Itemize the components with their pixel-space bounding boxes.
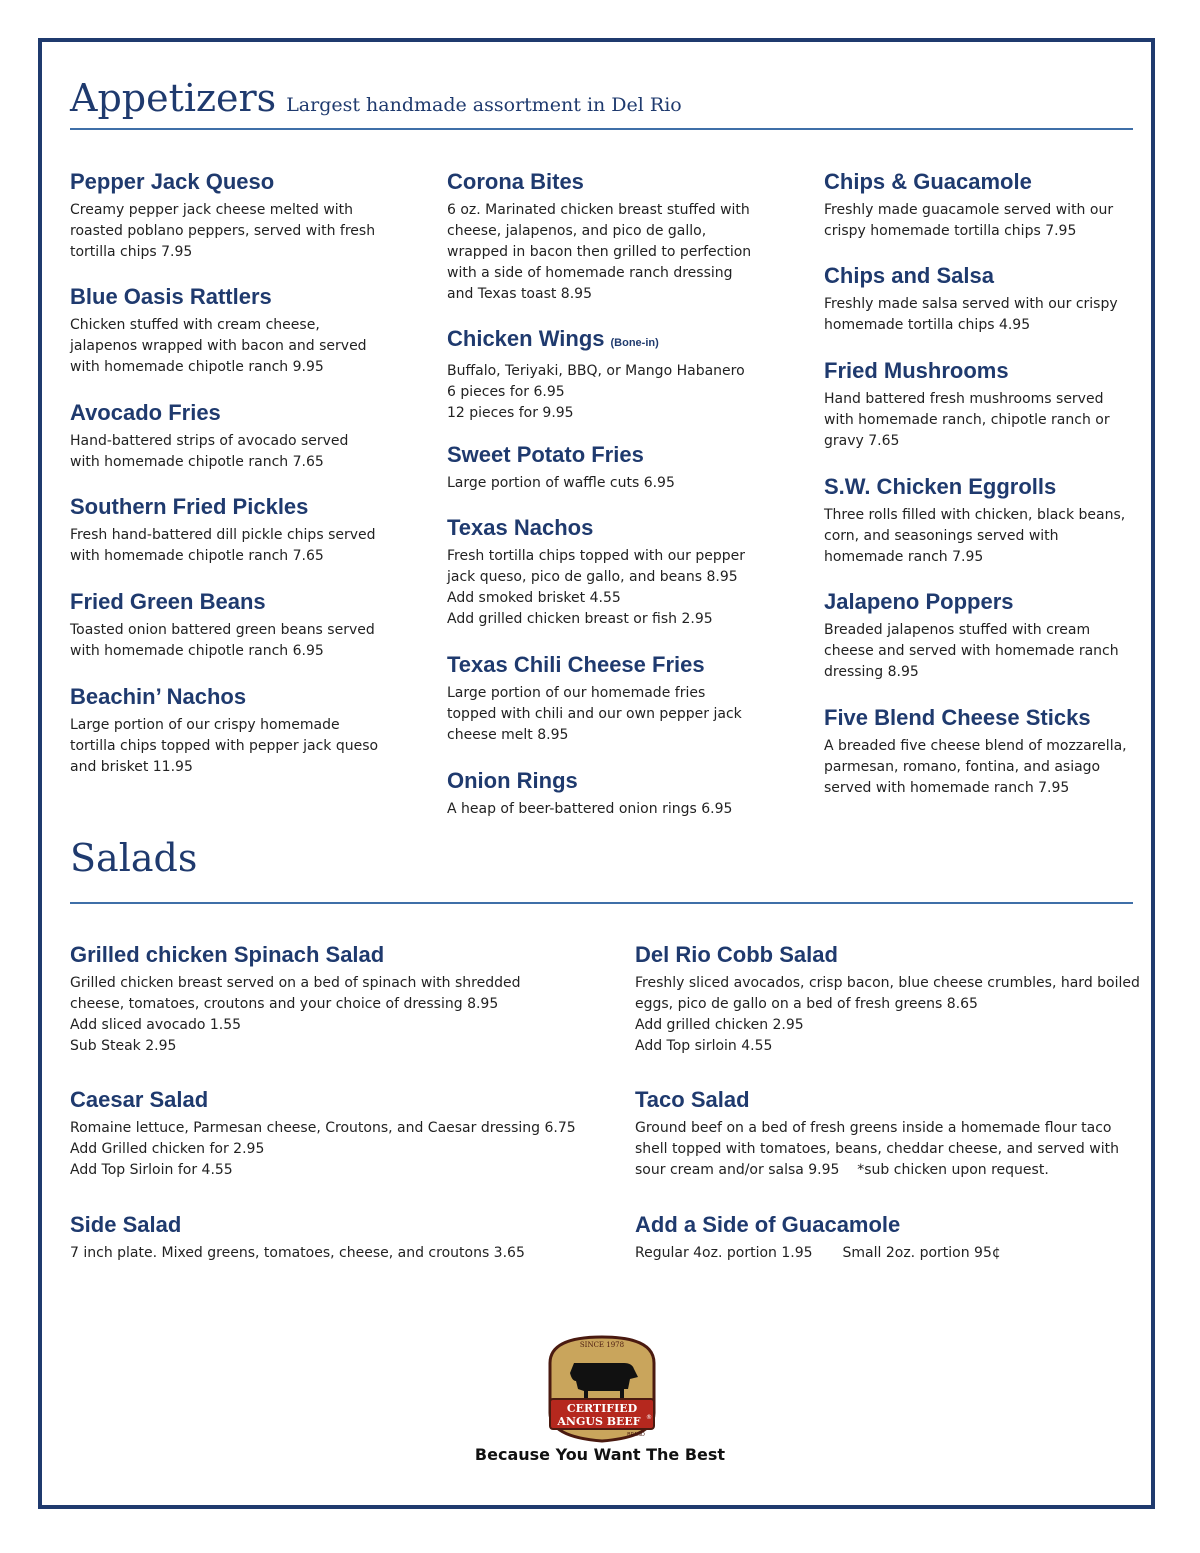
item-description: 7 inch plate. Mixed greens, tomatoes, cheese, and croutons 3.65 bbox=[70, 1245, 525, 1261]
item-name: Pepper Jack Queso bbox=[70, 169, 275, 194]
item-tag: (Bone-in) bbox=[610, 337, 659, 349]
item-name: Texas Chili Cheese Fries bbox=[447, 652, 705, 677]
item-name: Five Blend Cheese Sticks bbox=[824, 705, 1091, 730]
item-name: Blue Oasis Rattlers bbox=[70, 284, 272, 309]
menu-item bbox=[824, 168, 1144, 242]
menu-item bbox=[447, 767, 787, 820]
logo-certified-text: CERTIFIED bbox=[566, 1402, 638, 1415]
menu-item bbox=[447, 651, 787, 746]
item-name: Caesar Salad bbox=[70, 1087, 209, 1112]
item-description: A heap of beer-battered onion rings 6.95 bbox=[447, 801, 733, 817]
menu-item bbox=[70, 588, 410, 662]
menu-item bbox=[635, 941, 1145, 1057]
certified-angus-beef-logo bbox=[544, 1333, 660, 1443]
item-description: Grilled chicken breast served on a bed of spinach with shredded cheese, tomatoes, croutons and your choice of dressing 8.95 Add sliced avocado 1.55 Sub Steak 2.95 bbox=[70, 975, 521, 1054]
item-description: 6 oz. Marinated chicken breast stuffed with cheese, jalapenos, and pico de gallo, wrapped in bacon then grilled to perfection with a side of homemade ranch dressing and Texas toast 8.95 bbox=[447, 202, 752, 302]
appetizers-title: Appetizers bbox=[70, 76, 277, 120]
menu-item bbox=[824, 357, 1144, 452]
menu-item bbox=[70, 283, 410, 378]
item-description: Large portion of our crispy homemade tortilla chips topped with pepper jack queso and brisket 11.95 bbox=[70, 717, 379, 775]
item-description: Regular 4oz. portion 1.95 Small 2oz. portion 95¢ bbox=[635, 1245, 1001, 1261]
item-name: Chips and Salsa bbox=[824, 263, 994, 288]
logo-since-text: SINCE 1978 bbox=[579, 1341, 625, 1349]
item-description: Freshly made guacamole served with our crispy homemade tortilla chips 7.95 bbox=[824, 202, 1114, 239]
salads-title: Salads bbox=[70, 836, 198, 880]
item-name: Avocado Fries bbox=[70, 400, 221, 425]
menu-item bbox=[824, 704, 1144, 799]
menu-item bbox=[447, 514, 787, 630]
menu-item bbox=[824, 262, 1144, 336]
item-name: Taco Salad bbox=[635, 1087, 750, 1112]
menu-item bbox=[635, 1211, 1145, 1264]
menu-item bbox=[447, 168, 787, 305]
menu-item bbox=[824, 473, 1144, 568]
item-description: Large portion of our homemade fries topped with chili and our own pepper jack cheese melt 8.95 bbox=[447, 685, 742, 743]
menu-item bbox=[635, 1086, 1145, 1181]
item-name: Southern Fried Pickles bbox=[70, 494, 309, 519]
menu-item bbox=[447, 325, 787, 424]
item-description: Romaine lettuce, Parmesan cheese, Croutons, and Caesar dressing 6.75 Add Grilled chicken for 2.95 Add Top Sirloin for 4.55 bbox=[70, 1120, 576, 1178]
item-description: Ground beef on a bed of fresh greens inside a homemade flour taco shell topped with tomatoes, beans, cheddar cheese, and served with sour cream and/or salsa 9.95 *sub chicken upon request. bbox=[635, 1120, 1119, 1178]
item-description: Hand-battered strips of avocado served with homemade chipotle ranch 7.65 bbox=[70, 433, 349, 470]
item-description: Creamy pepper jack cheese melted with roasted poblano peppers, served with fresh tortilla chips 7.95 bbox=[70, 202, 376, 260]
item-description: Toasted onion battered green beans served with homemade chipotle ranch 6.95 bbox=[70, 622, 375, 659]
item-description: Hand battered fresh mushrooms served with homemade ranch, chipotle ranch or gravy 7.65 bbox=[824, 391, 1110, 449]
salads-divider bbox=[70, 902, 1133, 904]
item-name: S.W. Chicken Eggrolls bbox=[824, 474, 1057, 499]
logo-brand-text: BRAND bbox=[627, 1432, 645, 1438]
item-description: Large portion of waffle cuts 6.95 bbox=[447, 475, 675, 491]
item-description: Freshly made salsa served with our crispy homemade tortilla chips 4.95 bbox=[824, 296, 1118, 333]
item-name: Add a Side of Guacamole bbox=[635, 1212, 901, 1237]
item-name: Fried Green Beans bbox=[70, 589, 266, 614]
item-name: Del Rio Cobb Salad bbox=[635, 942, 838, 967]
menu-item bbox=[447, 441, 787, 494]
appetizers-divider bbox=[70, 128, 1133, 130]
item-name: Beachin’ Nachos bbox=[70, 684, 247, 709]
item-description: Buffalo, Teriyaki, BBQ, or Mango Habanero 6 pieces for 6.95 12 pieces for 9.95 bbox=[447, 363, 745, 421]
appetizers-header bbox=[70, 70, 1133, 132]
item-description: Fresh tortilla chips topped with our pepper jack queso, pico de gallo, and beans 8.95 Add smoked brisket 4.55 Add grilled chicken breast or fish 2.95 bbox=[447, 548, 746, 627]
menu-item bbox=[70, 168, 410, 263]
item-name: Chicken Wings bbox=[447, 326, 605, 351]
item-name: Grilled chicken Spinach Salad bbox=[70, 942, 385, 967]
menu-item bbox=[70, 493, 410, 567]
item-description: Freshly sliced avocados, crisp bacon, blue cheese crumbles, hard boiled eggs, pico de gallo on a bed of fresh greens 8.65 Add grilled chicken 2.95 Add Top sirloin 4.55 bbox=[635, 975, 1140, 1054]
logo-registered-mark: ® bbox=[646, 1414, 652, 1421]
item-description: Three rolls filled with chicken, black beans, corn, and seasonings served with homemade ranch 7.95 bbox=[824, 507, 1126, 565]
item-name: Jalapeno Poppers bbox=[824, 589, 1014, 614]
item-name: Side Salad bbox=[70, 1212, 182, 1237]
item-name: Sweet Potato Fries bbox=[447, 442, 644, 467]
item-name: Corona Bites bbox=[447, 169, 584, 194]
item-name: Texas Nachos bbox=[447, 515, 594, 540]
menu-item bbox=[70, 399, 410, 473]
salads-header bbox=[70, 832, 1133, 904]
item-description: A breaded five cheese blend of mozzarella, parmesan, romano, fontina, and asiago served with homemade ranch 7.95 bbox=[824, 738, 1127, 796]
item-name: Fried Mushrooms bbox=[824, 358, 1009, 383]
tagline: Because You Want The Best bbox=[474, 1445, 726, 1464]
appetizers-subtitle: Largest handmade assortment in Del Rio bbox=[286, 94, 682, 116]
menu-item bbox=[70, 1211, 610, 1264]
logo-angus-beef-text: ANGUS BEEF bbox=[557, 1415, 641, 1428]
item-name-row bbox=[447, 325, 787, 357]
item-description: Fresh hand-battered dill pickle chips served with homemade chipotle ranch 7.65 bbox=[70, 527, 376, 564]
item-description: Breaded jalapenos stuffed with cream cheese and served with homemade ranch dressing 8.95 bbox=[824, 622, 1119, 680]
menu-item bbox=[70, 683, 410, 778]
menu-item bbox=[824, 588, 1144, 683]
item-description: Chicken stuffed with cream cheese, jalapenos wrapped with bacon and served with homemade chipotle ranch 9.95 bbox=[70, 317, 367, 375]
item-name: Chips & Guacamole bbox=[824, 169, 1032, 194]
menu-item bbox=[70, 941, 610, 1057]
menu-item bbox=[70, 1086, 610, 1181]
item-name: Onion Rings bbox=[447, 768, 578, 793]
